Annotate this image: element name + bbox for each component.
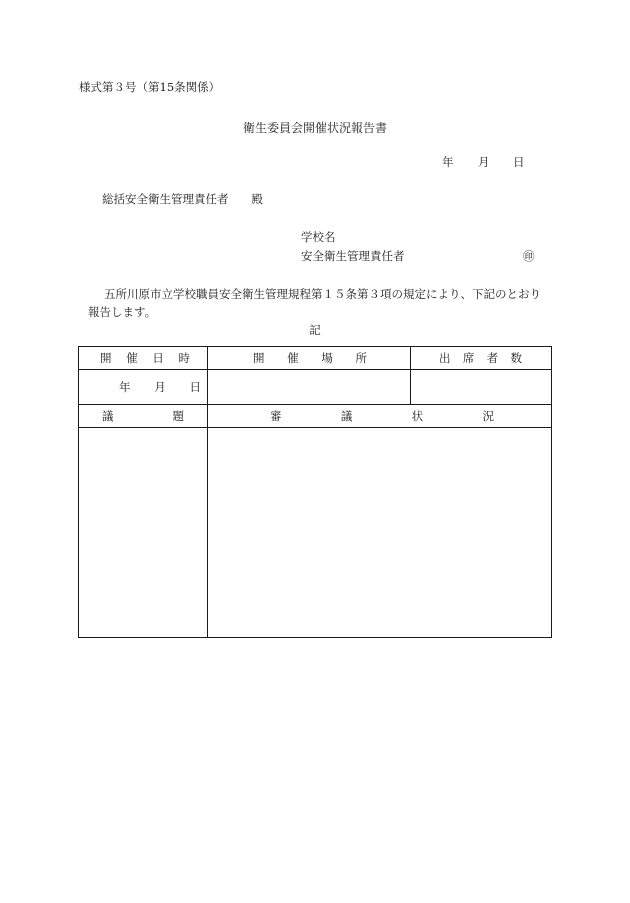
day-label: 日 [189,380,201,394]
attendees-header-cell [411,347,552,370]
officer-label: 安全衛生管理責任者 [301,249,405,263]
status-entry-cell[interactable] [208,428,552,638]
agenda-header-cell [79,405,208,428]
date-header-char: 催 [126,351,138,365]
agenda-body-row [79,428,552,638]
place-header-char: 催 [287,351,299,365]
status-header-char: 状 [411,409,424,423]
seal-mark: ㊞ [523,249,535,263]
date-entry-cell[interactable] [79,370,208,405]
document-title: 衛生委員会開催状況報告書 [242,121,387,135]
header-row [79,347,552,370]
status-header-char: 審 [270,409,282,423]
agenda-entry-cell[interactable] [79,428,208,638]
place-header-char: 場 [321,351,333,365]
attendees-header-char: 数 [510,351,522,365]
date-header-char: 開 [100,351,112,365]
date-header-char: 時 [178,351,190,365]
attendees-entry-cell[interactable] [411,370,552,405]
attendees-header-char: 席 [462,351,475,365]
form-number: 様式第３号（第15条関係） [79,80,221,94]
agenda-header-row [79,405,552,428]
body-text-line-1: 五所川原市立学校職員安全衛生管理規程第１５条第３項の規定により、下記のとおり [104,287,541,301]
place-header-char: 所 [355,351,367,365]
agenda-header-char: 題 [172,409,184,423]
addressee: 総括安全衛生管理責任者 殿 [102,192,263,206]
date-day-label: 日 [513,155,525,169]
date-entry-row [79,370,552,405]
place-header-char: 開 [253,351,265,365]
report-table [78,346,552,638]
date-header-cell [79,347,208,370]
agenda-header-char: 議 [102,409,114,423]
status-header-char: 議 [340,409,353,423]
year-label: 年 [119,380,131,394]
place-entry-cell[interactable] [208,370,411,405]
date-year-label: 年 [442,155,454,169]
date-month-label: 月 [478,155,490,169]
attendees-header-char: 者 [486,351,499,365]
attendees-header-char: 出 [439,351,451,365]
body-text-line-2: 報告します。 [88,305,157,319]
date-header-char: 日 [152,351,164,365]
ki-heading: 記 [309,323,321,337]
status-header-cell [208,405,552,428]
status-header-char: 況 [482,409,494,423]
place-header-cell [208,347,411,370]
school-name-label: 学校名 [301,230,336,244]
month-label: 月 [154,380,166,394]
